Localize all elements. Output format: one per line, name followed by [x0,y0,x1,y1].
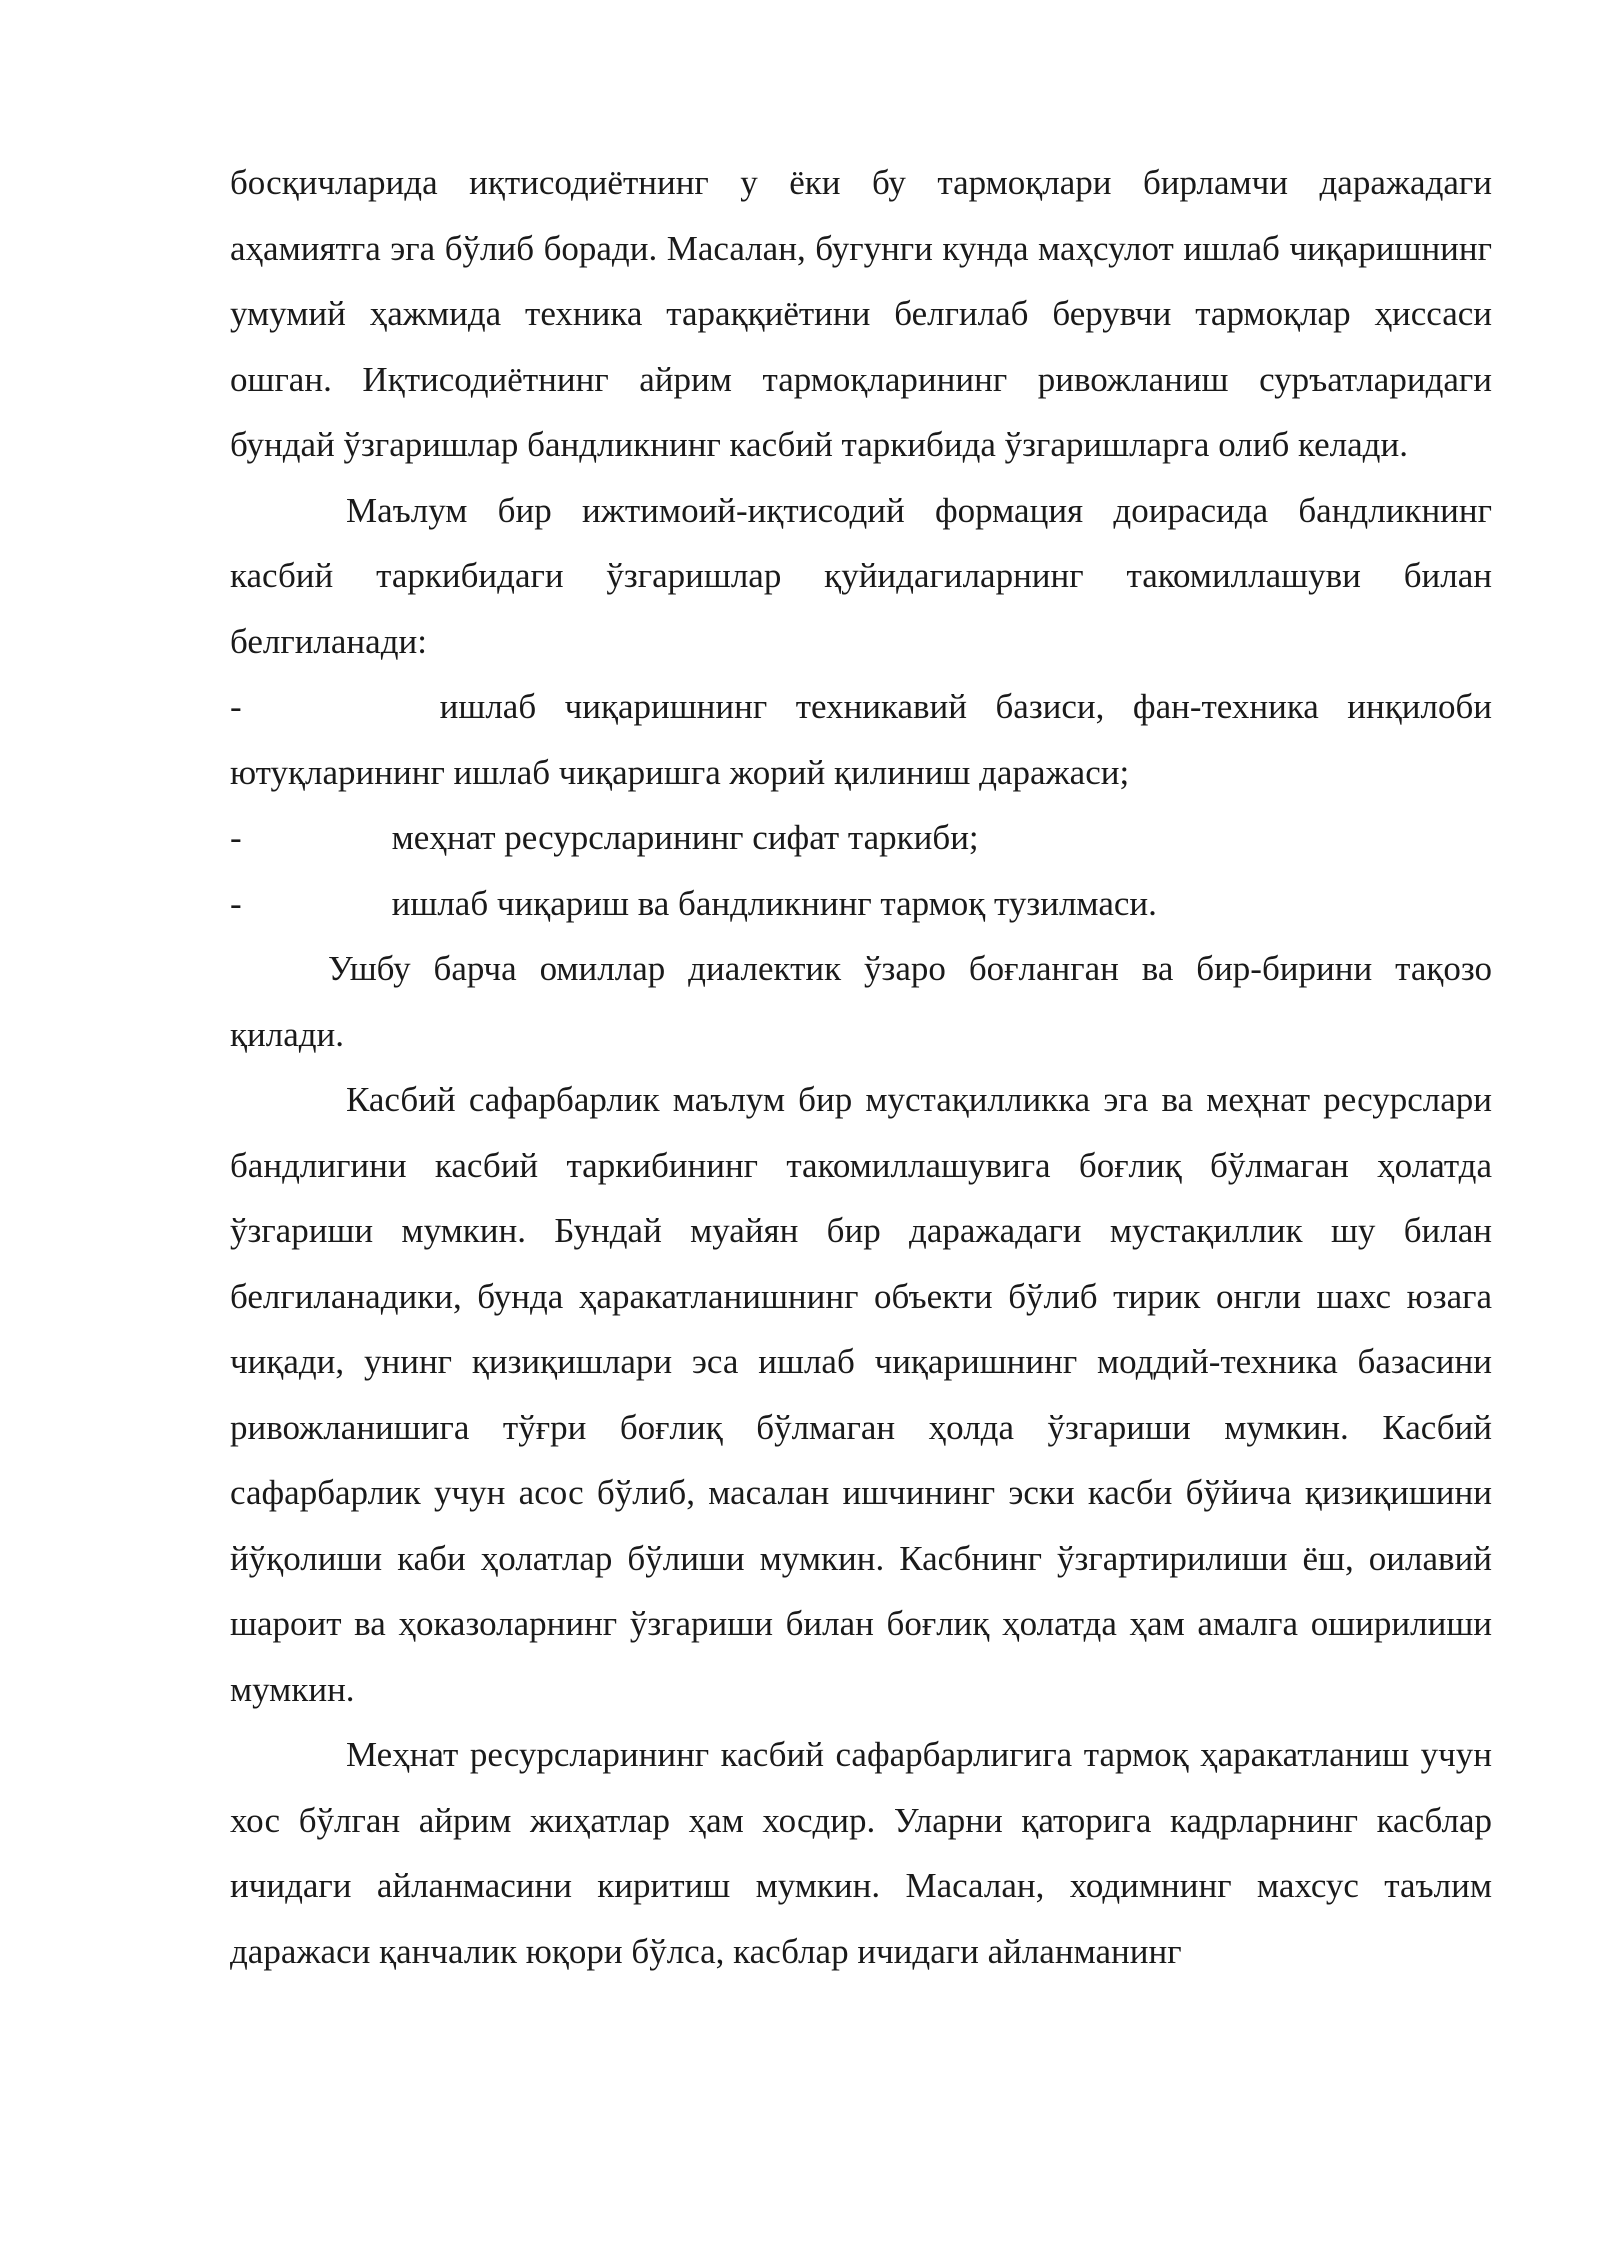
list-marker: - [230,818,242,857]
paragraph-4: Касбий сафарбарлик маълум бир мустақилликка эга ва меҳнат ресурслари бандлигини касбий таркибининг такомиллашувига боғлиқ бўлмаган ҳолатда ўзгариши мумкин. Бундай муайян бир даражадаги мустақиллик шу билан белгиланадики, бунда ҳаракатланишнинг объекти бўлиб тирик онгли шахс юзага чиқади, унинг қизиқишлари эса ишлаб чиқаришнинг моддий-техника базасини ривожланишига тўғри боғлиқ бўлмаган ҳолда ўзгариши мумкин. Касбий сафарбарлик учун асос бўлиб, масалан ишчининг эски касби бўйича қизиқишини йўқолиши каби ҳолатлар бўлиши мумкин. Касбнинг ўзгартирилиши ёш, оилавий шароит ва ҳоказоларнинг ўзгариши билан боғлиқ ҳолатда ҳам амалга оширилиши мумкин. [230,1080,1492,1709]
paragraph-1: босқичларида иқтисодиётнинг у ёки бу тармоқлари бирламчи даражадаги аҳамиятга эга бўлиб боради. Масалан, бугунги кунда маҳсулот ишлаб чиқаришнинг умумий ҳажмида техника тараққиётини белгилаб берувчи тармоқлар ҳиссаси ошган. Иқтисодиётнинг айрим тармоқларининг ривожланиш суръатларидаги бундай ўзгаришлар бандликнинг касбий таркибида ўзгаришларга олиб келади. [230,163,1492,464]
paragraph-3: Ушбу барча омиллар диалектик ўзаро боғланган ва бир-бирини тақозо қилади. [230,949,1492,1054]
paragraph-2: Маълум бир ижтимоий-иқтисодий формация доирасида бандликнинг касбий таркибидаги ўзгаришлар қуйидагиларнинг такомиллашуви билан белгиланади: [230,490,1492,661]
list-item-1 [230,674,1492,805]
list-item-text: ишлаб чиқаришнинг техникавий базиси, фан-техника инқилоби ютуқларининг ишлаб чиқаришга жорий қилиниш даражаси; [230,687,1492,792]
list-item-text: ишлаб чиқариш ва бандликнинг тармоқ тузилмаси. [391,883,1157,923]
list-item-text: меҳнат ресурсларининг сифат таркиби; [391,818,979,857]
list-item-3 [230,871,1492,937]
list-item-2 [230,805,1492,871]
list-marker: - [230,883,242,923]
document-body [230,150,1492,1984]
paragraph-5: Меҳнат ресурсларининг касбий сафарбарлигига тармоқ ҳаракатланиш учун хос бўлган айрим жиҳатлар ҳам хосдир. Уларни қаторига кадрларнинг касблар ичидаги айланмасини киритиш мумкин. Масалан, ходимнинг махсус таълим даражаси қанчалик юқори бўлса, касблар ичидаги айланманинг [230,1735,1492,1971]
list-marker: - [230,687,242,726]
